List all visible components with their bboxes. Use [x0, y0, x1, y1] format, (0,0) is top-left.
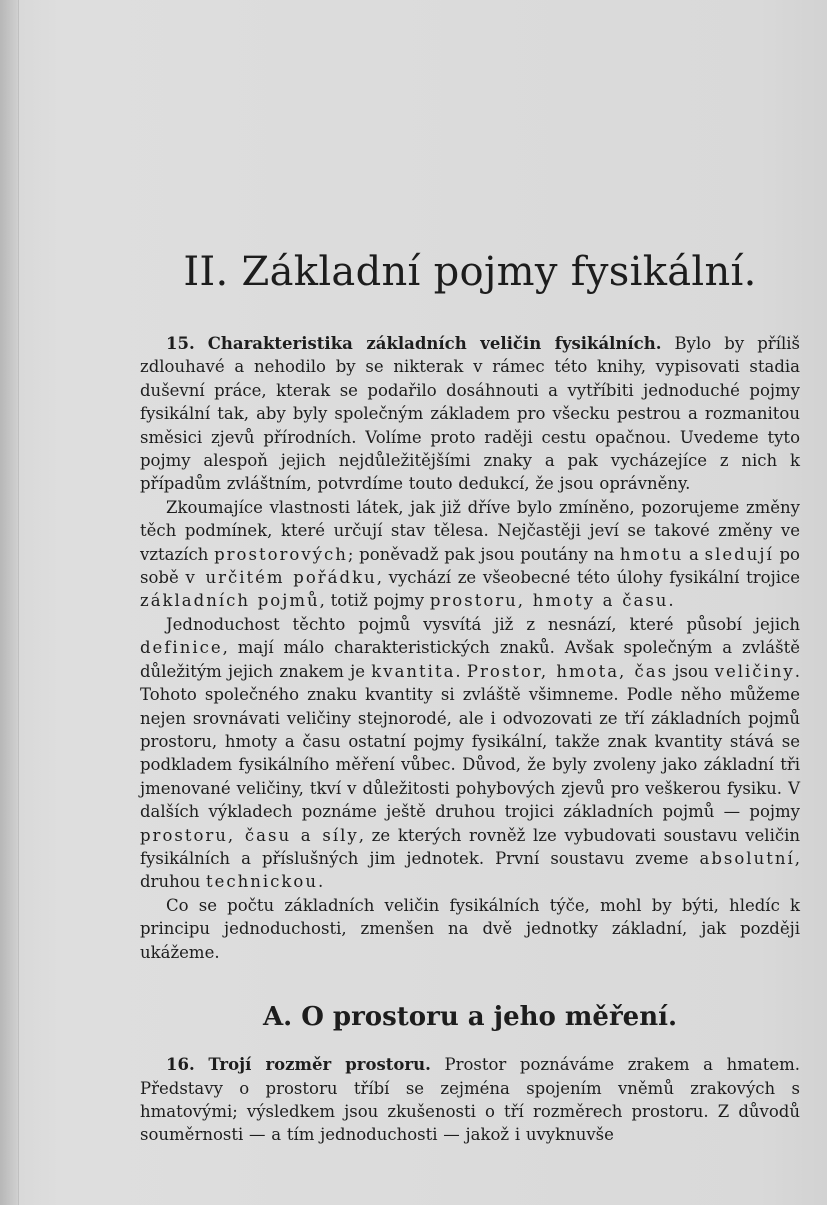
- p3-l: absolutní: [699, 848, 795, 868]
- p3-n: technickou: [206, 872, 318, 892]
- p3-c: , mají málo charakteristických znaků. Avšak společným a zvláště důležitým jejich znakem je: [140, 638, 800, 681]
- section-a-title: A. O prostoru a jeho měření.: [262, 1001, 678, 1032]
- p2-e: a: [683, 544, 705, 564]
- p3-d: kvantita: [371, 661, 456, 681]
- section-15-paragraph-1: [140, 332, 800, 496]
- p3-f: Prostor, hmota, čas: [466, 661, 669, 681]
- p2-h: v určitém pořádku: [185, 568, 377, 588]
- p3-g: jsou: [668, 661, 715, 681]
- section-15-paragraph-3: [140, 613, 800, 894]
- p3-h: veličiny: [714, 661, 795, 681]
- book-spine-shadow: [0, 0, 19, 1205]
- p2-i: , vychází ze všeobecné této úlohy fysikální trojice: [376, 568, 800, 588]
- section-15-paragraph-2: [140, 496, 800, 613]
- p2-j: základních pojmů: [140, 591, 320, 611]
- p3-o: .: [317, 872, 324, 892]
- p3-k: , ze kterých rovněž lze vybudovati soustavu veličin fysikálních a příslušných jim jednotek. První soustavu zveme: [140, 825, 800, 868]
- p2-m: .: [668, 591, 674, 611]
- page-content: [140, 250, 800, 1147]
- p2-g: po sobě: [140, 544, 800, 588]
- section-16-heading: Trojí rozměr prostoru.: [208, 1055, 431, 1075]
- section-15-heading: Charakteristika základních veličin fysikálních.: [207, 334, 662, 353]
- section-16-number: 16.: [166, 1055, 195, 1075]
- p3-e: .: [455, 661, 467, 681]
- p3-j: prostoru, času a síly: [140, 825, 359, 845]
- p2-c: ; poněvadž pak jsou poutány na: [347, 544, 620, 564]
- section-16-paragraph-1: [140, 1053, 800, 1147]
- p3-a: Jednoduchost těchto pojmů vysvítá již z nesnází, které působí jejich: [166, 614, 800, 634]
- p2-l: prostoru, hmoty a času: [429, 591, 669, 611]
- p3-i: . Tohoto společného znaku kvantity si zvláště všimneme. Podle něho můžeme nejen srovnávati veličiny stejnorodé, ale i odvozovati ze tří základních pojmů prostoru, hmoty a času ostatní pojmy fysikální, takže znak kvantity stává se podkladem fysikálního měření vůbec. Důvod, že byly zvoleny jako základní tři jmenované veličiny, tkví v důležitosti pohybových zjevů pro veškerou fysiku. V dalších výkladech poznáme ještě druhou trojici základních pojmů — pojmy: [140, 661, 800, 822]
- p2-a: Zkoumajíce vlastnosti látek, jak již dříve bylo zmíněno, pozorujeme změny těch podmínek, které určují stav tělesa. Nejčastěji jeví se takové změny ve vztazích: [140, 497, 800, 564]
- p3-b: definice: [140, 638, 223, 658]
- section-15-text-1: Bylo by příliš zdlouhavé a nehodilo by se nikterak v rámec této knihy, vypisovati stadia duševní práce, kterak se podařilo dosáhnouti a vytříbiti jednoduché pojmy fysikální tak, aby byly společným základem pro všecku pestrou a rozmanitou směsici zjevů přírodních. Volíme proto raději cestu opačnou. Uvedeme tyto pojmy alespoň jejich nejdůležitějšími znaky a pak vycházejíce z nich k případům zvláštním, potvrdíme touto dedukcí, že jsou oprávněny.: [140, 334, 800, 494]
- p3-m: , druhou: [140, 848, 800, 892]
- p2-d: hmotu: [619, 544, 684, 564]
- section-16-text-1: Prostor poznáváme zrakem a hmatem. Představy o prostoru tříbí se zejména spojením vněmů zrakových s hmatovými; výsledkem jsou zkušenosti o tří rozměrech prostoru. Z důvodů souměrnosti — a tím jednoduchosti — jakož i uvyknuvše: [140, 1055, 801, 1145]
- p2-f: sledují: [704, 544, 774, 564]
- chapter-title: II. Základní pojmy fysikální.: [183, 249, 757, 295]
- p2-b: prostorových: [214, 544, 348, 564]
- section-15-number: 15.: [166, 334, 195, 353]
- p2-k: , totiž pojmy: [319, 591, 430, 611]
- section-15-paragraph-4: Co se počtu základních veličin fysikálních týče, mohl by býti, hledíc k principu jednoduchosti, zmenšen na dvě jednotky základní, jak později ukážeme.: [140, 895, 800, 962]
